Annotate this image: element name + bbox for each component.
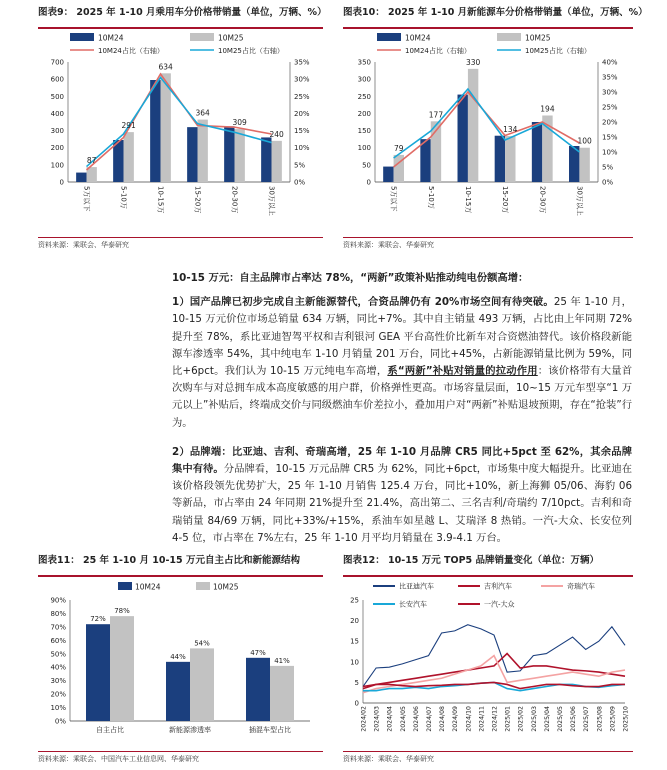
figure-9-source: 资料来源：乘联会、华泰研究 — [38, 241, 129, 249]
legend-label-10m25: 10M25 — [213, 582, 239, 592]
x-category-label: 15-20万 — [501, 186, 510, 214]
figure-9-chart — [38, 30, 323, 235]
data-label: 309 — [232, 118, 247, 128]
x-tick-label: 2025/10 — [622, 706, 630, 732]
bar-10m24 — [532, 122, 542, 182]
y2-tick-label: 25% — [294, 92, 310, 101]
bar-10m25 — [505, 136, 515, 182]
x-category-label: 20-30万 — [230, 186, 239, 214]
data-label: 100 — [577, 136, 592, 146]
y2-tick-label: 5% — [294, 161, 306, 170]
x-tick-label: 2024/07 — [426, 706, 433, 732]
legend-label-10m25: 10M25 — [525, 33, 551, 43]
figure-10-top-rule — [343, 27, 633, 29]
data-label-10m25: 54% — [194, 639, 210, 648]
bar-10m24 — [383, 167, 393, 182]
legend-label-10m25-share: 10M25占比（右轴） — [525, 47, 591, 55]
y-tick-label: 200 — [357, 109, 371, 118]
bar-10m24 — [458, 95, 468, 182]
figure-12-chart — [343, 578, 633, 750]
y-tick-label: 100 — [357, 144, 371, 153]
x-tick-label: 2024/03 — [373, 706, 381, 732]
legend-swatch-10m24 — [377, 33, 401, 41]
x-category-label: 5-10万 — [426, 186, 435, 209]
legend-label-geely: 吉利汽车 — [484, 582, 512, 591]
bar-10m25 — [235, 129, 245, 182]
y2-tick-label: 30% — [602, 88, 618, 97]
x-category-label: 10-15万 — [156, 186, 165, 214]
figure-9-title: 图表9： 2025 年 1-10 月乘用车分价格带销量（单位，万辆、%） — [38, 7, 327, 18]
bar-10m25 — [110, 616, 134, 721]
figure-9 — [38, 0, 327, 255]
figure-11-chart — [38, 578, 323, 750]
y2-tick-label: 20% — [294, 109, 310, 118]
figure-10-chart — [343, 30, 633, 235]
x-tick-label: 2024/11 — [478, 706, 486, 732]
bar-10m25 — [190, 648, 214, 721]
bar-10m25 — [270, 666, 294, 721]
body-heading: 10-15 万元：自主品牌市占率达 78%，“两新”政策补贴推动纯电份额高增： — [172, 272, 529, 284]
x-category-label: 30万以上 — [267, 186, 276, 216]
legend-label-10m25-share: 10M25占比（右轴） — [218, 47, 284, 55]
y-tick-label: 20% — [50, 690, 66, 699]
data-label-10m24: 44% — [170, 652, 186, 661]
y2-tick-label: 15% — [602, 133, 618, 142]
p1-emphasis: 系“两新”补贴对销量的拉动作用 — [387, 365, 538, 378]
y-tick-label: 15 — [350, 637, 359, 646]
y-tick-label: 25 — [350, 596, 359, 605]
y-tick-label: 400 — [50, 109, 64, 118]
y-tick-label: 0% — [54, 717, 66, 726]
x-category-label: 新能源渗透率 — [169, 726, 211, 734]
y-tick-label: 150 — [357, 127, 371, 136]
x-tick-label: 2024/06 — [412, 706, 420, 732]
body-text — [172, 270, 632, 547]
legend-label-10m24: 10M24 — [405, 33, 431, 43]
bar-10m25 — [468, 69, 478, 182]
x-category-label: 20-30万 — [538, 186, 547, 214]
data-label: 134 — [503, 125, 518, 135]
y-tick-label: 500 — [50, 92, 64, 101]
data-label: 634 — [158, 62, 173, 72]
y2-tick-label: 15% — [294, 127, 310, 136]
y-tick-label: 20 — [350, 617, 359, 626]
y2-tick-label: 35% — [602, 73, 618, 82]
y-tick-label: 5 — [354, 678, 359, 687]
figure-11-source: 资料来源：乘联会、中国汽车工业信息网、华泰研究 — [38, 755, 199, 763]
x-tick-label: 2024/04 — [386, 706, 394, 732]
bar-10m24 — [224, 126, 234, 182]
bar-10m24 — [187, 127, 197, 182]
x-category-label: 5万以下 — [82, 186, 91, 212]
legend-label-10m24: 10M24 — [98, 33, 124, 43]
figure-12-top-rule — [343, 575, 633, 577]
x-tick-label: 2025/01 — [504, 706, 512, 732]
data-label: 330 — [465, 57, 481, 67]
bar-10m25 — [272, 141, 282, 182]
x-tick-label: 2024/05 — [399, 706, 407, 732]
figure-9-bottom-rule — [38, 237, 323, 238]
y-tick-label: 10 — [350, 658, 359, 667]
y-tick-label: 50 — [362, 161, 371, 170]
y-tick-label: 60% — [50, 636, 66, 645]
legend-swatch-10m24 — [70, 33, 94, 41]
data-label: 87 — [86, 156, 97, 166]
x-tick-label: 2024/10 — [465, 706, 473, 732]
data-label-10m25: 41% — [274, 656, 290, 665]
bar-10m24 — [113, 140, 123, 182]
y-tick-label: 600 — [50, 75, 64, 84]
y2-tick-label: 0% — [602, 178, 614, 187]
body-paragraph-2 — [172, 444, 632, 547]
legend-label-10m24-share: 10M24占比（右轴） — [405, 47, 471, 55]
figure-10-source: 资料来源：乘联会、华泰研究 — [343, 241, 434, 249]
x-tick-label: 2025/02 — [517, 706, 525, 732]
x-category-label: 自主占比 — [96, 726, 124, 734]
x-tick-label: 2025/05 — [557, 706, 564, 732]
y-tick-label: 90% — [50, 596, 66, 605]
data-label: 240 — [269, 129, 284, 139]
bar-10m24 — [86, 624, 110, 721]
x-tick-label: 2025/08 — [596, 706, 604, 732]
x-tick-label: 2025/06 — [570, 706, 578, 732]
data-label: 177 — [428, 110, 444, 120]
x-category-label: 插混车型占比 — [249, 726, 291, 734]
bar-10m24 — [495, 136, 505, 182]
x-category-label: 30万以上 — [575, 186, 584, 216]
legend-swatch-10m24 — [118, 582, 132, 590]
bar-10m24 — [166, 662, 190, 721]
figure-9-top-rule — [38, 27, 323, 29]
y2-tick-label: 30% — [294, 75, 310, 84]
y2-tick-label: 25% — [602, 103, 618, 112]
p2-text: 分品牌看，10-15 万元品牌 CR5 为 62%，同比+6pct，市场集中度大幅提升。比亚迪在该价格段领先优势扩大，25 年 1-10 月销售 125.4 万台，同比+10%，新上海狮 05/06、海豹 06 等新品，市占率由 24 年同期 21%提升至 21.4%，高出第二、三名吉利/奇瑞约 7/10pct。吉利和奇瑞销量 84/69 万辆，同比+33%/+15%，系油车如星越 L、艾瑞泽 8 热销。一汽-大众、长安位列 4-5 位，市占率在 7%左右，25 年 1-10 月平均月销量在 3.9-4.1 万台。 — [172, 463, 632, 544]
y2-tick-label: 0% — [294, 178, 306, 187]
legend-swatch-10m25 — [196, 582, 210, 590]
figure-10 — [343, 0, 648, 255]
figure-11-bottom-rule — [38, 751, 323, 752]
y2-tick-label: 40% — [602, 58, 618, 67]
line-geely — [363, 654, 625, 689]
data-label-10m24: 47% — [250, 648, 266, 657]
p1-text-1: 25 年 1-10 月，10-15 万元价位市场总销量 634 万辆，同比+7%。其中自主销量 493 万辆，占比由上年同期 72%提升至 78%，系比亚迪智驾平权和吉利银河 GEA 平台高性价比新车对合资燃油替代。该价格段新能源车渗透率 54%，其中纯电车 1-10 月销量 201 万台，同比+45%，占新能源销量比例为 59%，同比+6pct。我们认为 10-15 万元纯电车高增， — [172, 296, 632, 378]
figure-11 — [38, 548, 323, 770]
y-tick-label: 80% — [50, 609, 66, 618]
y2-tick-label: 20% — [602, 118, 618, 127]
y2-tick-label: 35% — [294, 58, 310, 67]
y-tick-label: 300 — [50, 127, 64, 136]
y-tick-label: 0 — [59, 178, 64, 187]
y-tick-label: 50% — [50, 650, 66, 659]
data-label: 364 — [195, 108, 210, 118]
p2-lead: 2）品牌端：比亚迪、吉利、奇瑞高增，25 年 1-10 月品牌 CR5 同比+5pct 至 62%，其余品牌集中有待。 — [172, 445, 632, 476]
x-tick-label: 2024/02 — [360, 706, 368, 732]
figure-12-bottom-rule — [343, 751, 633, 752]
data-label-10m25: 78% — [114, 607, 130, 616]
x-tick-label: 2024/12 — [491, 706, 499, 732]
figure-12 — [343, 548, 633, 770]
figure-12-source: 资料来源：乘联会、华泰研究 — [343, 755, 434, 763]
legend-label-10m25: 10M25 — [218, 33, 244, 43]
bar-10m24 — [150, 80, 160, 182]
figure-10-bottom-rule — [343, 237, 633, 238]
x-tick-label: 2024/09 — [452, 706, 460, 732]
bar-10m24 — [261, 137, 271, 182]
p1-text-2: ：该价格带有大量首次购车与对总拥车成本高度敏感的用户群，价格弹性更高。市场容量层面，10~15 万元车型享“1 万元以上”补贴后，终端成交价与同级燃油车价差拉小，叠加用户对“两新”补贴退坡预期，存在“抢装”行为。 — [172, 365, 632, 429]
y-tick-label: 200 — [50, 144, 64, 153]
x-tick-label: 2025/07 — [583, 706, 591, 732]
figure-10-title: 图表10： 2025 年 1-10 月新能源车分价格带销量（单位，万辆、%） — [343, 7, 648, 18]
x-category-label: 15-20万 — [193, 186, 202, 214]
legend-swatch-10m25 — [190, 33, 214, 41]
data-label: 194 — [540, 104, 555, 114]
x-tick-label: 2025/03 — [530, 706, 538, 732]
y-tick-label: 30% — [50, 677, 66, 686]
x-tick-label: 2024/08 — [439, 706, 447, 732]
bar-10m24 — [246, 658, 270, 721]
line-faw-vw — [363, 682, 625, 688]
data-label-10m24: 72% — [90, 615, 106, 624]
y-tick-label: 70% — [50, 623, 66, 632]
legend-label-byd: 比亚迪汽车 — [399, 582, 434, 591]
legend-swatch-10m25 — [497, 33, 521, 41]
bar-10m25 — [124, 132, 134, 182]
legend-label-10m24: 10M24 — [135, 582, 161, 592]
bar-10m24 — [76, 173, 86, 182]
x-category-label: 10-15万 — [463, 186, 472, 214]
x-category-label: 5-10万 — [119, 186, 128, 209]
legend-label-changan: 长安汽车 — [399, 600, 427, 609]
y-tick-label: 100 — [50, 161, 64, 170]
y-tick-label: 350 — [357, 58, 371, 67]
figure-12-title: 图表12： 10-15 万元 TOP5 品牌销量变化（单位：万辆） — [343, 555, 599, 566]
p1-lead: 1）国产品牌已初步完成自主新能源替代，合资品牌仍有 20%市场空间有待突破。 — [172, 296, 554, 309]
legend-label-chery: 奇瑞汽车 — [567, 582, 595, 591]
body-paragraph-1 — [172, 294, 632, 432]
legend-label-10m24-share: 10M24占比（右轴） — [98, 47, 164, 55]
y-tick-label: 0 — [366, 178, 371, 187]
legend-label-faw-vw: 一汽-大众 — [484, 600, 515, 609]
y2-tick-label: 5% — [602, 163, 614, 172]
bar-10m24 — [420, 139, 430, 182]
bar-10m25 — [198, 120, 208, 182]
data-label: 291 — [121, 121, 136, 131]
y-tick-label: 300 — [357, 75, 371, 84]
x-tick-label: 2025/04 — [543, 706, 551, 732]
bar-10m25 — [579, 148, 589, 182]
y-tick-label: 250 — [357, 92, 371, 101]
y2-tick-label: 10% — [602, 148, 618, 157]
data-label: 79 — [394, 143, 404, 153]
y-tick-label: 0 — [354, 699, 359, 708]
figure-11-title: 图表11： 25 年 1-10 月 10-15 万元自主占比和新能源结构 — [38, 555, 300, 566]
y2-tick-label: 10% — [294, 144, 310, 153]
y-tick-label: 700 — [50, 58, 64, 67]
y-tick-label: 40% — [50, 663, 66, 672]
y-tick-label: 10% — [50, 704, 66, 713]
x-category-label: 5万以下 — [389, 186, 398, 212]
figure-11-top-rule — [38, 575, 323, 577]
x-tick-label: 2025/09 — [609, 706, 617, 732]
